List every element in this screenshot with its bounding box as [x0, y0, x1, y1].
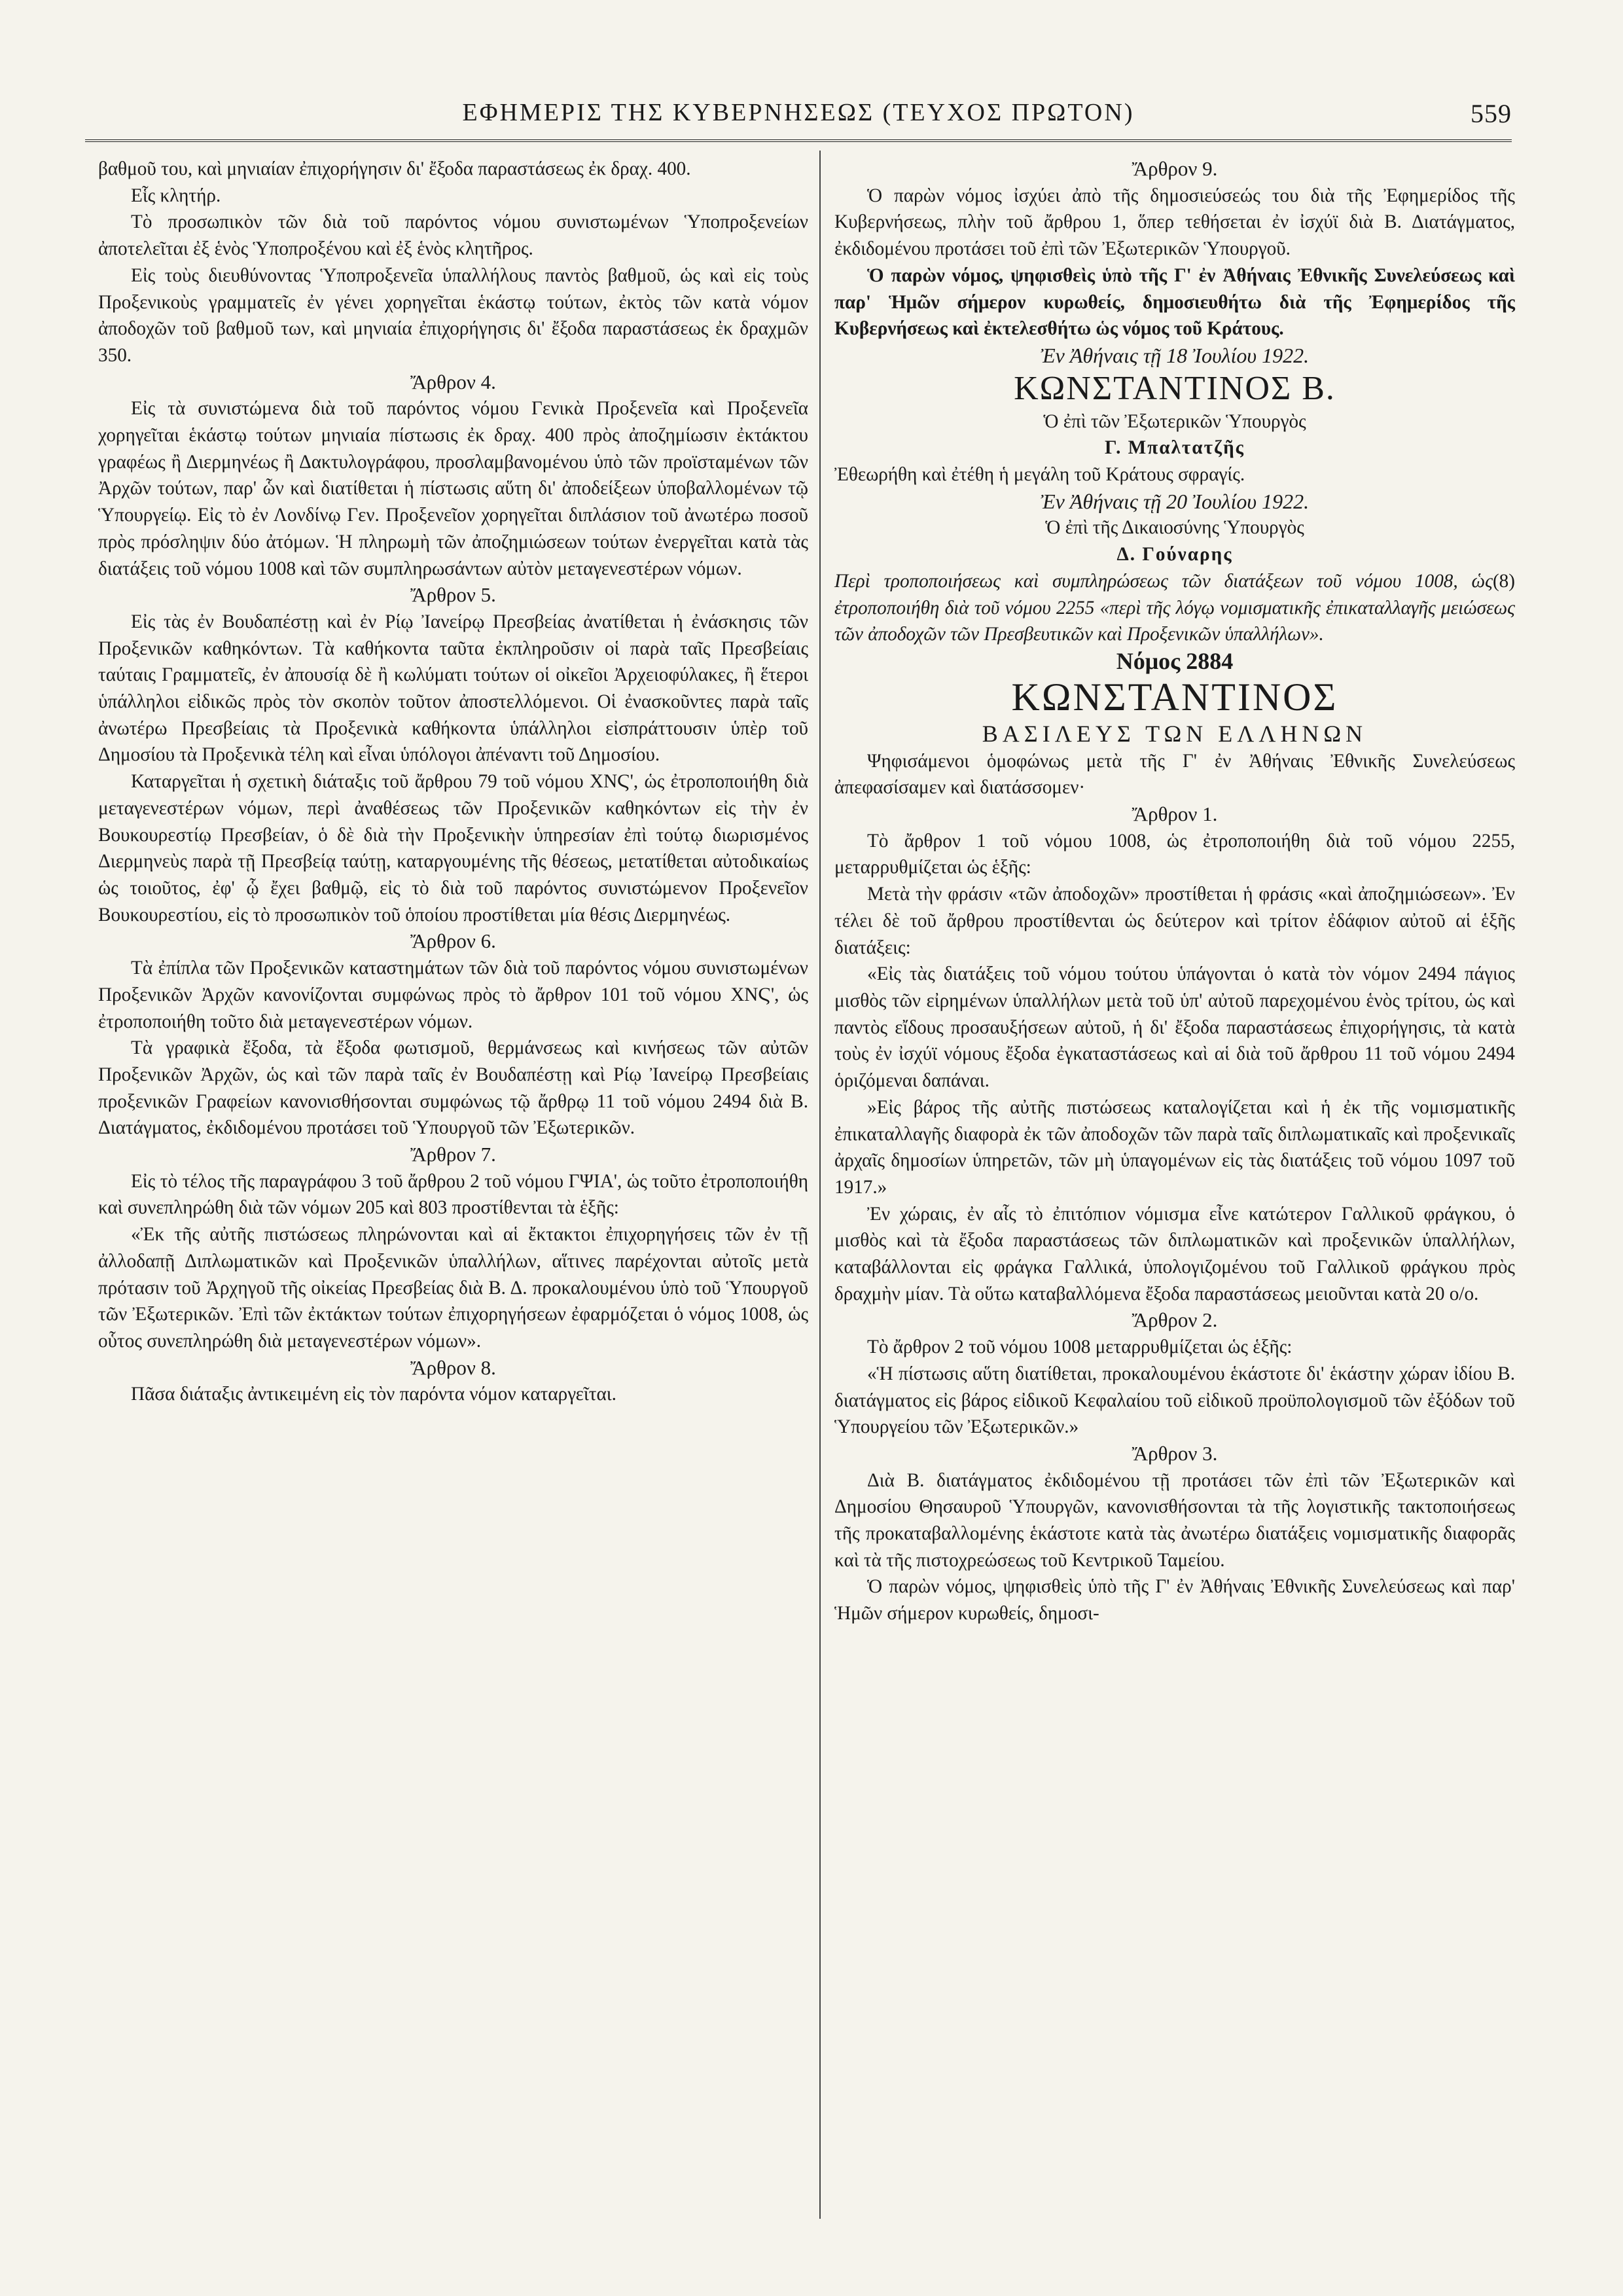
paragraph: Καταργεῖται ἡ σχετικὴ διάταξις τοῦ ἄρθρου 79 τοῦ νόμου ΧΝϚ', ὡς ἐτροποποιήθη διὰ μεταγενεστέρων νόμων, περὶ ἀναθέσεως τῶν Προξενικῶν καθηκόντων εἰς τὴν ἐν Βουκουρεστίῳ Πρεσβείαν, ὁ δὲ διὰ τὴν Προξενικὴν ὑπηρεσίαν ἐπὶ τούτῳ διωρισμένος Διερμηνεὺς παρὰ τῇ Πρεσβείᾳ ταύτῃ, καταργουμένης τῆς θέσεως, μετατίθεται αὐτοδικαίως ὡς τοιοῦτος, ἐφ' ᾧ ἔχει βαθμῷ, εἰς τὸ διὰ τοῦ παρόντος συνιστώμενον Προξενεῖον Βουκουρεστίου, εἰς τὸ προσωπικὸν τοῦ ὁποίου προστίθεται μία θέσις Διερμηνέως. [98, 771, 808, 925]
article-heading: Ἄρθρον 2. [1132, 1308, 1218, 1332]
paragraph: Τὸ ἄρθρον 1 τοῦ νόμου 1008, ὡς ἐτροποποιήθη διὰ τοῦ νόμου 2255, μεταρρυθμίζεται ὡς ἑξῆς: [834, 830, 1515, 878]
promulgation-paragraph: Ὁ παρὼν νόμος, ψηφισθεὶς ὑπὸ τῆς Γ' ἐν Ἀθήναις Ἐθνικῆς Συνελεύσεως καὶ παρ' Ἡμῶν σήμερον κυρωθείς, δημοσιευθήτω διὰ τῆς Ἐφημερίδος τῆς Κυβερνήσεως καὶ ἐκτελεσθήτω ὡς νόμος τοῦ Κράτους. [834, 264, 1515, 340]
paragraph: «Ἐκ τῆς αὐτῆς πιστώσεως πληρώνονται καὶ αἱ ἔκτακτοι ἐπιχορηγήσεις τῶν ἐν τῇ ἀλλοδαπῇ Διπλωματικῶν καὶ Προξενικῶν ὑπαλλήλων, αἵτινες παρέχονται αὐτοῖς μετὰ πρότασιν τοῦ Ἀρχηγοῦ τῆς οἰκείας Πρεσβείας διὰ Β. Δ. προκαλουμένου ὑπὸ τοῦ Ὑπουργοῦ τῶν Ἐξωτερικῶν. Ἐπὶ τῶν ἐκτάκτων τούτων ἐπιχορηγήσεων ἐφαρμόζεται ὁ νόμος 1008, ὡς οὗτος συνεπληρώθη διὰ μεταγενεστέρων νόμων». [98, 1224, 808, 1352]
signature-date: Ἐν Ἀθήναις τῇ 18 Ἰουλίου 1922. [1040, 343, 1310, 367]
paragraph: Ὁ παρὼν νόμος ἰσχύει ἀπὸ τῆς δημοσιεύσεώς του διὰ τῆς Ἐφημερίδος τῆς Κυβερνήσεως, πλὴν τοῦ ἄρθρου 1, ὅπερ τεθήσεται ἐν ἰσχύϊ διὰ Β. Διατάγματος, ἐκδιδομένου προτάσει τοῦ ἐπὶ τῶν Ἐξωτερικῶν Ὑπουργοῦ. [834, 185, 1515, 260]
law-number: Νόμος 2884 [1116, 647, 1234, 674]
paragraph: Τὰ γραφικὰ ἔξοδα, τὰ ἔξοδα φωτισμοῦ, θερμάνσεως καὶ κινήσεως τῶν αὐτῶν Προξενικῶν Ἀρχῶν, ὡς καὶ τῶν παρὰ ταῖς ἐν Βουδαπέστῃ καὶ Ρίῳ Ἰανείρῳ Πρεσβείαις προξενικῶν Γραφείων κανονισθήσονται συμφώνως τῷ ἄρθρῳ 11 τοῦ νόμου 2494 διὰ Β. Διατάγματος, ἐκδιδομένου προτάσει τοῦ Ὑπουργοῦ τῶν Ἐξωτερικῶν. [98, 1037, 808, 1139]
right-column [834, 156, 1515, 1627]
item-number: (8) [1492, 570, 1515, 592]
article-heading: Ἄρθρον 3. [1132, 1441, 1218, 1465]
paragraph: «Εἰς τὰς διατάξεις τοῦ νόμου τούτου ὑπάγονται ὁ κατὰ τὸν νόμον 2494 πάγιος μισθὸς τῶν εἰρημένων ὑπαλλήλων μετὰ τοῦ ὑπ' αὐτοῦ παρεχομένου ἑνὸς τρίτου, ὡς καὶ παντὸς εἴδους προσαυξήσεων αὐτοῦ, ἡ δι' ἔξοδα παραστάσεως ἐπιχορήγησις, τὰ κατὰ τοὺς ἐν ἰσχύϊ νόμους ἔξοδα ἐγκαταστάσεως καὶ αἱ διὰ τοῦ ἄρθρου 11 τοῦ νόμου 2494 ὁριζόμεναι δαπάναι. [834, 963, 1515, 1092]
paragraph: Τὸ προσωπικὸν τῶν διὰ τοῦ παρόντος νόμου συνιστωμένων Ὑποπροξενείων ἀποτελεῖται ἐξ ἑνὸς Ὑποπροξένου καὶ ἐξ ἑνὸς κλητῆρος. [98, 211, 808, 260]
paragraph: Εἰς τὰ συνιστώμενα διὰ τοῦ παρόντος νόμου Γενικὰ Προξενεῖα καὶ Προξενεῖα χορηγεῖται ἑκάστῳ τούτων μηνιαία πίστωσις ἐκ δραχ. 400 πρὸς ἀποζημίωσιν ἐκτάκτου γραφέως ἢ Διερμηνέως ἢ Δακτυλογράφου, προσλαμβανομένου ὑπὸ τῶν προϊσταμένων τῶν Ἀρχῶν τούτων, παρ' ὧν καὶ διατίθεται ἡ πίστωσις αὕτη δι' ἀποδείξεων ὑποβαλλομένων τῷ Ὑπουργείῳ. Εἰς τὸ ἐν Λονδίνῳ Γεν. Προξενεῖον χορηγεῖται διπλάσιον τοῦ ἀνωτέρω ποσοῦ πρὸς πρόσληψιν δύο ἀτόμων. Ἡ πληρωμὴ τῶν ἀποζημιώσεων τούτων ἐνεργεῖται κατὰ τὰς διατάξεις τοῦ νόμου 1008 καὶ τῶν συμπληρωσάντων αὐτὸν μεταγενεστέρων νόμων. [98, 398, 808, 579]
paragraph: βαθμοῦ του, καὶ μηνιαίαν ἐπιχορήγησιν δι' ἔξοδα παραστάσεως ἐκ δραχ. 400. [98, 158, 691, 179]
king-name: ΚΩΝΣΤΑΝΤΙΝΟΣ [1011, 675, 1338, 719]
header-title: ΕΦΗΜΕΡΙΣ ΤΗΣ ΚΥΒΕΡΝΗΣΕΩΣ (ΤΕΥΧΟΣ ΠΡΩΤΟΝ) [462, 99, 1135, 126]
law-title: Περὶ τροποποιήσεως καὶ συμπληρώσεως τῶν διατάξεων τοῦ νόμου 1008, ὡς ἐτροποποιήθη διὰ τοῦ νόμου 2255 «περὶ τῆς λόγῳ νομισματικῆς ἐπικαταλλαγῆς μειώσεως τῶν ἀποδοχῶν τῶν Πρεσβευτικῶν καὶ Προξενικῶν ὑπαλλήλων». [834, 570, 1515, 645]
article-heading: Ἄρθρον 1. [1132, 802, 1218, 826]
seal-note: Ἐθεωρήθη καὶ ἐτέθη ἡ μεγάλη τοῦ Κράτους σφραγίς. [834, 464, 1245, 486]
king-title: ΒΑΣΙΛΕΥΣ ΤΩΝ ΕΛΛΗΝΩΝ [982, 720, 1368, 747]
paragraph: «Ἡ πίστωσις αὕτη διατίθεται, προκαλουμένου ἑκάστοτε δι' ἑκάστην χώραν ἰδίου Β. διατάγματος εἰς βάρος εἰδικοῦ Κεφαλαίου τοῦ εἰδικοῦ προϋπολογισμοῦ τῶν ἐξόδων τοῦ Ὑπουργείου τῶν Ἐξωτερικῶν.» [834, 1363, 1515, 1438]
article-heading: Ἄρθρον 7. [410, 1143, 496, 1166]
header-rule [85, 139, 1512, 142]
paragraph: Εἰς τοὺς διευθύνοντας Ὑποπροξενεῖα ὑπαλλήλους παντὸς βαθμοῦ, ὡς καὶ εἰς τοὺς Προξενικοὺς γραμματεῖς ἐν γένει χορηγεῖται ἑκάστῳ τούτων, ἐκτὸς τῶν κατὰ νόμον ἀποδοχῶν τοῦ βαθμοῦ των, καὶ μηνιαία ἐπιχορήγησις δι' ἔξοδα παραστάσεως ἐκ δραχμῶν 350. [98, 264, 808, 366]
minister-title: Ὁ ἐπὶ τῆς Δικαιοσύνης Ὑπουργὸς [1045, 517, 1304, 539]
paragraph: Ὁ παρὼν νόμος, ψηφισθεὶς ὑπὸ τῆς Γ' ἐν Ἀθήναις Ἐθνικῆς Συνελεύσεως καὶ παρ' Ἡμῶν σήμερον κυρωθείς, δημοσι- [834, 1576, 1515, 1624]
paragraph: Πᾶσα διάταξις ἀντικειμένη εἰς τὸν παρόντα νόμον καταργεῖται. [131, 1384, 616, 1405]
article-heading: Ἄρθρον 5. [410, 583, 496, 607]
paragraph: Εἷς κλητήρ. [131, 185, 221, 206]
paragraph: Εἰς τὰς ἐν Βουδαπέστῃ καὶ ἐν Ρίῳ Ἰανείρῳ Πρεσβείας ἀνατίθεται ἡ ἐνάσκησις τῶν Προξενικῶν καθηκόντων. Τὰ καθήκοντα ταῦτα ἐκπληροῦσιν οἱ παρὰ ταῖς Πρεσβείαις ταύταις Γραμματεῖς, ἐν ἀπουσίᾳ δὲ ἢ κωλύματι τούτων οἱ οἰκεῖοι Ἀρχειοφύλακες, ἢ ἕτεροι ὑπάλληλοι εἰδικῶς πρὸς τὸν σκοπὸν τοῦτον ἀποστελλόμενοι. Οἱ ἐνασκοῦντες παρὰ ταῖς ἀνωτέρω Πρεσβείαις τὰ Προξενικὰ καθήκοντα ὑπάλληλοι εἰσπράττουσιν ὑπὲρ τοῦ Δημοσίου τὰ Προξενικὰ τέλη καὶ εἶναι ὑπόλογοι ἀπέναντι τοῦ Δημοσίου. [98, 611, 808, 766]
law-heading [834, 568, 1515, 648]
minister-name: Δ. Γούναρης [1116, 544, 1233, 565]
article-heading: Ἄρθρον 6. [410, 929, 496, 953]
article-heading: Ἄρθρον 9. [1132, 157, 1218, 180]
article-heading: Ἄρθρον 4. [410, 370, 496, 393]
paragraph: »Εἰς βάρος τῆς αὐτῆς πιστώσεως καταλογίζεται καὶ ἡ ἐκ τῆς νομισματικῆς ἐπικαταλλαγῆς διαφορὰ ἐκ τῶν ἀποδοχῶν τῶν παρὰ ταῖς διπλωματικαῖς καὶ προξενικαῖς ἀρχαῖς δημοσίων ὑπηρετῶν, τῶν μὴ ὑπαγομένων εἰς τὰς διατάξεις τοῦ νόμου 1097 τοῦ 1917.» [834, 1096, 1515, 1198]
left-column [98, 156, 808, 1408]
paragraph: Μετὰ τὴν φράσιν «τῶν ἀποδοχῶν» προστίθεται ἡ φράσις «καὶ ἀποζημιώσεων». Ἐν τέλει δὲ τοῦ ἄρθρου προστίθενται ὡς δεύτερον καὶ τρίτον ἐδάφιον αὐτοῦ αἱ ἑξῆς διατάξεις: [834, 884, 1515, 958]
paragraph: Διὰ Β. διατάγματος ἐκδιδομένου τῇ προτάσει τῶν ἐπὶ τῶν Ἐξωτερικῶν καὶ Δημοσίου Θησαυροῦ Ὑπουργῶν, κανονισθήσονται τὰ τῆς λογιστικῆς τακτοποιήσεως τῆς προκαταβαλλομένης ἑκάστοτε κατὰ τὰς ἀνωτέρω διατάξεις νομισματικῆς διαφορᾶς καὶ τὰ τῆς πιστοχρεώσεως τοῦ Κεντρικοῦ Ταμείου. [834, 1469, 1515, 1571]
article-heading: Ἄρθρον 8. [410, 1355, 496, 1379]
column-divider [819, 151, 821, 2219]
page-header [85, 98, 1512, 144]
minister-name: Γ. Μπαλτατζῆς [1105, 437, 1245, 459]
minister-title: Ὁ ἐπὶ τῶν Ἐξωτερικῶν Ὑπουργὸς [1043, 410, 1306, 432]
paragraph: Εἰς τὸ τέλος τῆς παραγράφου 3 τοῦ ἄρθρου 2 τοῦ νόμου ΓΨΙΑ', ὡς τοῦτο ἐτροποποιήθη καὶ συνεπληρώθη διὰ τῶν νόμων 205 καὶ 803 προστίθενται τὰ ἑξῆς: [98, 1170, 808, 1219]
paragraph: Ἐν χώραις, ἐν αἷς τὸ ἐπιτόπιον νόμισμα εἶνε κατώτερον Γαλλικοῦ φράγκου, ὁ μισθὸς καὶ τὰ ἔξοδα παραστάσεως τῶν διπλωματικῶν καὶ προξενικῶν ὑπαλλήλων, καταβάλλονται εἰς φράγκα Γαλλικά, ὑπολογιζομένου τοῦ Γαλλικοῦ φράγκου πρὸς δραχμὴν μίαν. Τὰ οὕτω καταβαλλόμενα ἔξοδα παραστάσεως μειοῦνται κατὰ 20 ο/ο. [834, 1203, 1515, 1304]
signature-date: Ἐν Ἀθήναις τῇ 20 Ἰουλίου 1922. [1040, 489, 1310, 513]
king-signature: ΚΩΝΣΤΑΝΤΙΝΟΣ Β. [1014, 369, 1336, 407]
enactment-formula: Ψηφισάμενοι ὁμοφώνως μετὰ τῆς Γ' ἐν Ἀθήναις Ἐθνικῆς Συνελεύσεως ἀπεφασίσαμεν καὶ διατάσσομεν· [834, 750, 1515, 798]
paragraph: Τὸ ἄρθρον 2 τοῦ νόμου 1008 μεταρρυθμίζεται ὡς ἑξῆς: [867, 1336, 1293, 1358]
paragraph: Τὰ ἐπίπλα τῶν Προξενικῶν καταστημάτων τῶν διὰ τοῦ παρόντος νόμου συνιστωμένων Προξενικῶν Ἀρχῶν κανονίζονται συμφώνως πρὸς τὸ ἄρθρον 101 τοῦ νόμου ΧΝϚ', ὡς ἐτροποποιήθη τοῦτο διὰ μεταγενεστέρων νόμων. [98, 958, 808, 1032]
page-number: 559 [1471, 99, 1512, 128]
